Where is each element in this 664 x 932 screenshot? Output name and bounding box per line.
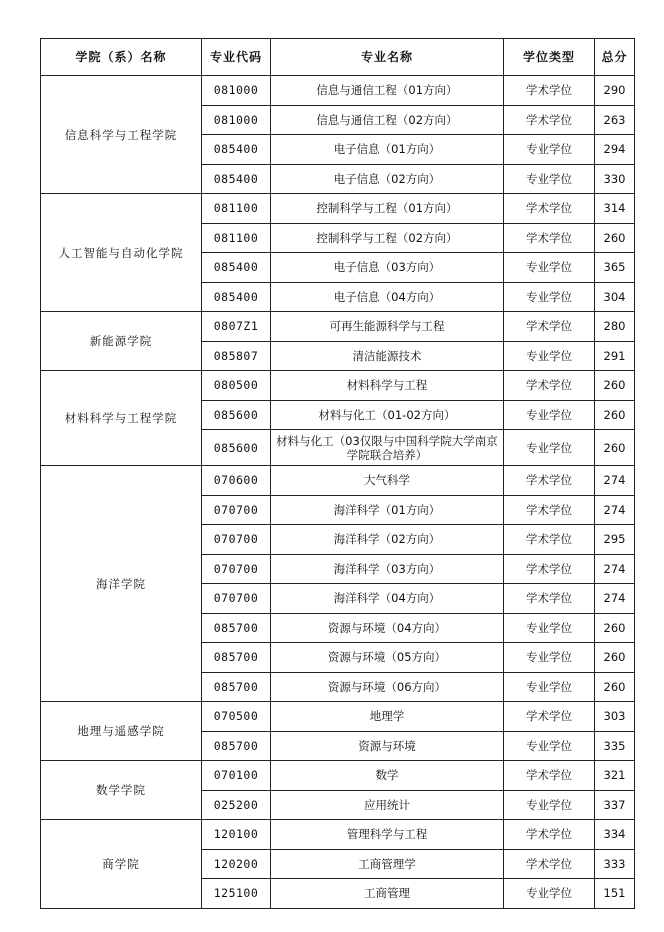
- major-code-cell: 081100: [202, 194, 271, 224]
- major-name-cell: 材料科学与工程: [271, 371, 504, 401]
- degree-type-cell: 专业学位: [504, 643, 595, 673]
- major-code-cell: 070700: [202, 495, 271, 525]
- major-code-cell: 085400: [202, 164, 271, 194]
- degree-type-cell: 学术学位: [504, 76, 595, 106]
- major-code-cell: 081100: [202, 223, 271, 253]
- total-score-cell: 280: [595, 312, 635, 342]
- college-name-cell: 地理与遥感学院: [41, 702, 202, 761]
- college-name-cell: 人工智能与自动化学院: [41, 194, 202, 312]
- header-row: [41, 39, 635, 76]
- table-row: [41, 371, 635, 401]
- major-name-cell: 资源与环境（04方向）: [271, 613, 504, 643]
- degree-type-cell: 专业学位: [504, 672, 595, 702]
- degree-type-cell: 学术学位: [504, 702, 595, 732]
- major-code-cell: 085700: [202, 643, 271, 673]
- table-row: [41, 761, 635, 791]
- total-score-cell: 260: [595, 430, 635, 466]
- major-name-cell: 海洋科学（02方向）: [271, 525, 504, 555]
- degree-type-cell: 学术学位: [504, 554, 595, 584]
- major-name-cell: 清洁能源技术: [271, 341, 504, 371]
- major-name-cell: 电子信息（03方向）: [271, 253, 504, 283]
- major-name-cell: 资源与环境（06方向）: [271, 672, 504, 702]
- degree-type-cell: 学术学位: [504, 223, 595, 253]
- total-score-cell: 260: [595, 400, 635, 430]
- degree-type-cell: 专业学位: [504, 790, 595, 820]
- degree-type-cell: 学术学位: [504, 761, 595, 791]
- major-code-cell: 085700: [202, 672, 271, 702]
- degree-type-cell: 学术学位: [504, 312, 595, 342]
- major-name-cell: 地理学: [271, 702, 504, 732]
- table-row: [41, 194, 635, 224]
- table-body: [41, 76, 635, 909]
- degree-type-cell: 专业学位: [504, 400, 595, 430]
- college-name-cell: 新能源学院: [41, 312, 202, 371]
- major-name-cell: 信息与通信工程（02方向）: [271, 105, 504, 135]
- major-code-cell: 120200: [202, 849, 271, 879]
- major-code-cell: 085400: [202, 253, 271, 283]
- total-score-cell: 321: [595, 761, 635, 791]
- degree-type-cell: 学术学位: [504, 371, 595, 401]
- total-score-cell: 260: [595, 672, 635, 702]
- major-name-cell: 可再生能源科学与工程: [271, 312, 504, 342]
- college-name-cell: 信息科学与工程学院: [41, 76, 202, 194]
- college-name-cell: 材料科学与工程学院: [41, 371, 202, 466]
- total-score-cell: 333: [595, 849, 635, 879]
- major-code-cell: 070600: [202, 466, 271, 496]
- major-name-cell: 电子信息（04方向）: [271, 282, 504, 312]
- table-row: [41, 76, 635, 106]
- degree-type-cell: 专业学位: [504, 430, 595, 466]
- major-code-cell: 120100: [202, 820, 271, 850]
- total-score-cell: 274: [595, 466, 635, 496]
- total-score-cell: 290: [595, 76, 635, 106]
- major-name-cell: 信息与通信工程（01方向）: [271, 76, 504, 106]
- major-code-cell: 081000: [202, 105, 271, 135]
- college-name-cell: 数学学院: [41, 761, 202, 820]
- major-code-cell: 070100: [202, 761, 271, 791]
- degree-type-cell: 专业学位: [504, 613, 595, 643]
- major-name-cell: 大气科学: [271, 466, 504, 496]
- degree-type-cell: 学术学位: [504, 584, 595, 614]
- total-score-cell: 260: [595, 223, 635, 253]
- score-table: [40, 38, 635, 909]
- major-code-cell: 085700: [202, 613, 271, 643]
- degree-type-cell: 专业学位: [504, 282, 595, 312]
- major-code-cell: 070700: [202, 525, 271, 555]
- major-code-cell: 070500: [202, 702, 271, 732]
- degree-type-cell: 学术学位: [504, 525, 595, 555]
- major-name-cell: 电子信息（01方向）: [271, 135, 504, 165]
- total-score-cell: 335: [595, 731, 635, 761]
- total-score-cell: 303: [595, 702, 635, 732]
- major-name-cell: 工商管理学: [271, 849, 504, 879]
- major-name-cell: 材料与化工（03仅限与中国科学院大学南京学院联合培养）: [271, 430, 504, 466]
- major-code-cell: 085400: [202, 135, 271, 165]
- major-code-cell: 080500: [202, 371, 271, 401]
- total-score-cell: 330: [595, 164, 635, 194]
- major-code-cell: 085600: [202, 400, 271, 430]
- major-code-cell: 070700: [202, 554, 271, 584]
- table-row: [41, 702, 635, 732]
- degree-type-cell: 学术学位: [504, 105, 595, 135]
- header-total-score: 总分: [595, 39, 635, 76]
- degree-type-cell: 学术学位: [504, 495, 595, 525]
- major-name-cell: 应用统计: [271, 790, 504, 820]
- total-score-cell: 263: [595, 105, 635, 135]
- major-name-cell: 资源与环境（05方向）: [271, 643, 504, 673]
- total-score-cell: 151: [595, 879, 635, 909]
- degree-type-cell: 专业学位: [504, 164, 595, 194]
- table-row: [41, 312, 635, 342]
- total-score-cell: 314: [595, 194, 635, 224]
- major-code-cell: 085600: [202, 430, 271, 466]
- major-name-cell: 控制科学与工程（02方向）: [271, 223, 504, 253]
- major-code-cell: 070700: [202, 584, 271, 614]
- total-score-cell: 260: [595, 643, 635, 673]
- total-score-cell: 291: [595, 341, 635, 371]
- major-code-cell: 085807: [202, 341, 271, 371]
- total-score-cell: 274: [595, 584, 635, 614]
- degree-type-cell: 专业学位: [504, 135, 595, 165]
- total-score-cell: 334: [595, 820, 635, 850]
- major-name-cell: 海洋科学（04方向）: [271, 584, 504, 614]
- degree-type-cell: 专业学位: [504, 253, 595, 283]
- major-name-cell: 控制科学与工程（01方向）: [271, 194, 504, 224]
- major-name-cell: 电子信息（02方向）: [271, 164, 504, 194]
- header-college: 学院（系）名称: [41, 39, 202, 76]
- total-score-cell: 304: [595, 282, 635, 312]
- total-score-cell: 337: [595, 790, 635, 820]
- degree-type-cell: 学术学位: [504, 820, 595, 850]
- total-score-cell: 274: [595, 554, 635, 584]
- total-score-cell: 260: [595, 371, 635, 401]
- degree-type-cell: 专业学位: [504, 341, 595, 371]
- major-code-cell: 0807Z1: [202, 312, 271, 342]
- total-score-cell: 365: [595, 253, 635, 283]
- major-code-cell: 085700: [202, 731, 271, 761]
- major-code-cell: 085400: [202, 282, 271, 312]
- major-name-cell: 海洋科学（03方向）: [271, 554, 504, 584]
- total-score-cell: 260: [595, 613, 635, 643]
- header-major: 专业名称: [271, 39, 504, 76]
- header-code: 专业代码: [202, 39, 271, 76]
- degree-type-cell: 学术学位: [504, 466, 595, 496]
- degree-type-cell: 专业学位: [504, 731, 595, 761]
- major-name-cell: 材料与化工（01-02方向）: [271, 400, 504, 430]
- table-row: [41, 466, 635, 496]
- degree-type-cell: 专业学位: [504, 879, 595, 909]
- degree-type-cell: 学术学位: [504, 849, 595, 879]
- total-score-cell: 274: [595, 495, 635, 525]
- major-name-cell: 数学: [271, 761, 504, 791]
- major-code-cell: 125100: [202, 879, 271, 909]
- major-code-cell: 025200: [202, 790, 271, 820]
- college-name-cell: 海洋学院: [41, 466, 202, 702]
- college-name-cell: 商学院: [41, 820, 202, 909]
- major-name-cell: 海洋科学（01方向）: [271, 495, 504, 525]
- total-score-cell: 294: [595, 135, 635, 165]
- major-code-cell: 081000: [202, 76, 271, 106]
- table-row: [41, 820, 635, 850]
- header-degree-type: 学位类型: [504, 39, 595, 76]
- total-score-cell: 295: [595, 525, 635, 555]
- major-name-cell: 资源与环境: [271, 731, 504, 761]
- degree-type-cell: 学术学位: [504, 194, 595, 224]
- major-name-cell: 工商管理: [271, 879, 504, 909]
- major-name-cell: 管理科学与工程: [271, 820, 504, 850]
